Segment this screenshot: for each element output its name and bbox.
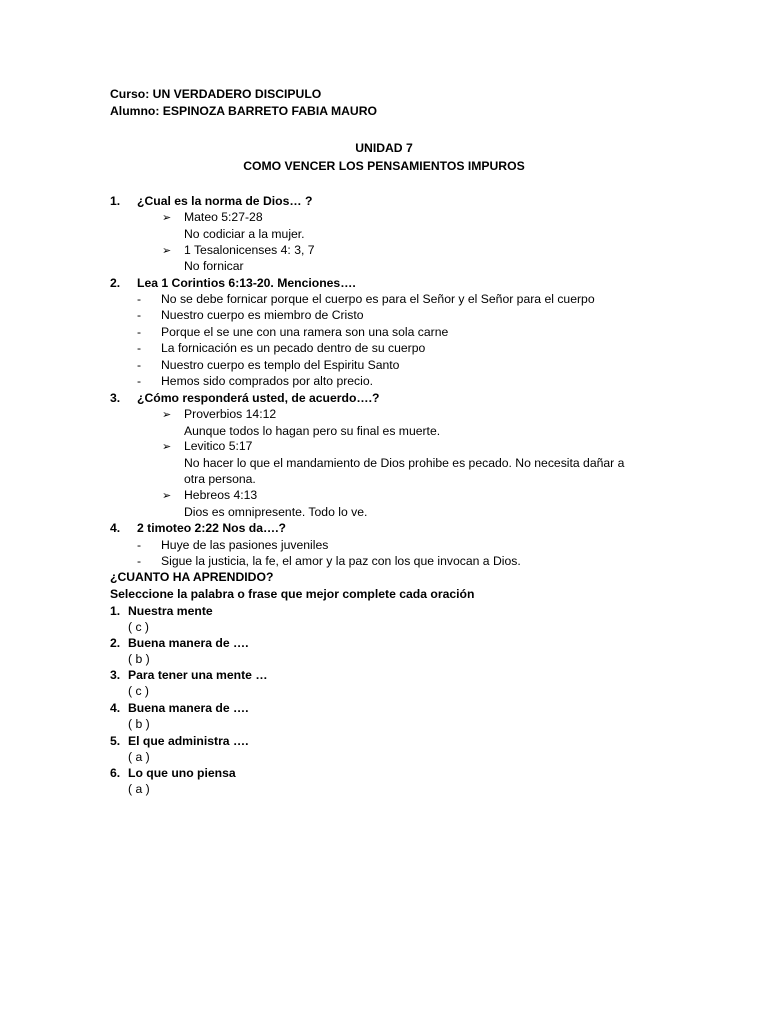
reference-answer: No codiciar a la mujer. — [184, 227, 305, 241]
dash-bullet: - — [137, 374, 142, 388]
unit-title: UNIDAD 7 — [355, 141, 413, 155]
question-number: 3. — [110, 391, 121, 405]
dash-bullet: - — [137, 341, 142, 355]
arrow-bullet-icon: ➢ — [162, 441, 172, 453]
question-text: Lea 1 Corintios 6:13-20. Menciones…. — [137, 276, 356, 290]
quiz-item-answer: ( c ) — [128, 620, 149, 634]
list-item: Hemos sido comprados por alto precio. — [161, 374, 374, 388]
quiz-item-text: El que administra …. — [128, 734, 249, 748]
course-line: Curso: UN VERDADERO DISCIPULO — [110, 87, 322, 101]
quiz-item-number: 4. — [110, 701, 121, 715]
list-item: Nuestro cuerpo es miembro de Cristo — [161, 308, 364, 322]
question-number: 4. — [110, 521, 121, 535]
reference-answer: No hacer lo que el mandamiento de Dios prohibe es pecado. No necesita dañar a — [184, 456, 625, 470]
quiz-item-text: Buena manera de …. — [128, 636, 249, 650]
quiz-item-number: 2. — [110, 636, 121, 650]
list-item: No se debe fornicar porque el cuerpo es para el Señor y el Señor para el cuerpo — [161, 292, 595, 306]
question-number: 1. — [110, 194, 121, 208]
quiz-item-text: Para tener una mente … — [128, 668, 268, 682]
quiz-item-answer: ( b ) — [128, 652, 150, 666]
dash-bullet: - — [137, 292, 142, 306]
list-item: Huye de las pasiones juveniles — [161, 538, 329, 552]
arrow-bullet-icon: ➢ — [162, 245, 172, 257]
unit-subtitle: COMO VENCER LOS PENSAMIENTOS IMPUROS — [243, 159, 525, 173]
quiz-item-number: 1. — [110, 604, 121, 618]
quiz-instruction: Seleccione la palabra o frase que mejor complete cada oración — [110, 587, 475, 601]
reference-answer: otra persona. — [184, 472, 256, 486]
reference-answer: Dios es omnipresente. Todo lo ve. — [184, 505, 368, 519]
bible-reference: Proverbios 14:12 — [184, 407, 277, 421]
bible-reference: Levitico 5:17 — [184, 439, 253, 453]
quiz-item-number: 6. — [110, 766, 121, 780]
reference-answer: No fornicar — [184, 259, 244, 273]
quiz-item-answer: ( a ) — [128, 750, 150, 764]
list-item: La fornicación es un pecado dentro de su cuerpo — [161, 341, 426, 355]
quiz-item-text: Buena manera de …. — [128, 701, 249, 715]
arrow-bullet-icon: ➢ — [162, 409, 172, 421]
student-line: Alumno: ESPINOZA BARRETO FABIA MAURO — [110, 104, 377, 118]
dash-bullet: - — [137, 308, 142, 322]
arrow-bullet-icon: ➢ — [162, 212, 172, 224]
quiz-item-text: Nuestra mente — [128, 604, 213, 618]
dash-bullet: - — [137, 325, 142, 339]
list-item: Nuestro cuerpo es templo del Espiritu Santo — [161, 358, 400, 372]
quiz-item-text: Lo que uno piensa — [128, 766, 236, 780]
bible-reference: Hebreos 4:13 — [184, 488, 258, 502]
question-number: 2. — [110, 276, 121, 290]
bible-reference: 1 Tesalonicenses 4: 3, 7 — [184, 243, 315, 257]
quiz-item-number: 5. — [110, 734, 121, 748]
list-item: Sigue la justicia, la fe, el amor y la paz con los que invocan a Dios. — [161, 554, 521, 568]
dash-bullet: - — [137, 538, 142, 552]
quiz-item-answer: ( c ) — [128, 684, 149, 698]
dash-bullet: - — [137, 358, 142, 372]
arrow-bullet-icon: ➢ — [162, 490, 172, 502]
quiz-item-answer: ( b ) — [128, 717, 150, 731]
question-text: ¿Cómo responderá usted, de acuerdo….? — [137, 391, 380, 405]
bible-reference: Mateo 5:27-28 — [184, 210, 263, 224]
dash-bullet: - — [137, 554, 142, 568]
quiz-item-answer: ( a ) — [128, 782, 150, 796]
quiz-heading: ¿CUANTO HA APRENDIDO? — [110, 570, 274, 584]
reference-answer: Aunque todos lo hagan pero su final es muerte. — [184, 424, 441, 438]
quiz-item-number: 3. — [110, 668, 121, 682]
question-text: 2 timoteo 2:22 Nos da….? — [137, 521, 286, 535]
question-text: ¿Cual es la norma de Dios… ? — [137, 194, 313, 208]
list-item: Porque el se une con una ramera son una sola carne — [161, 325, 449, 339]
